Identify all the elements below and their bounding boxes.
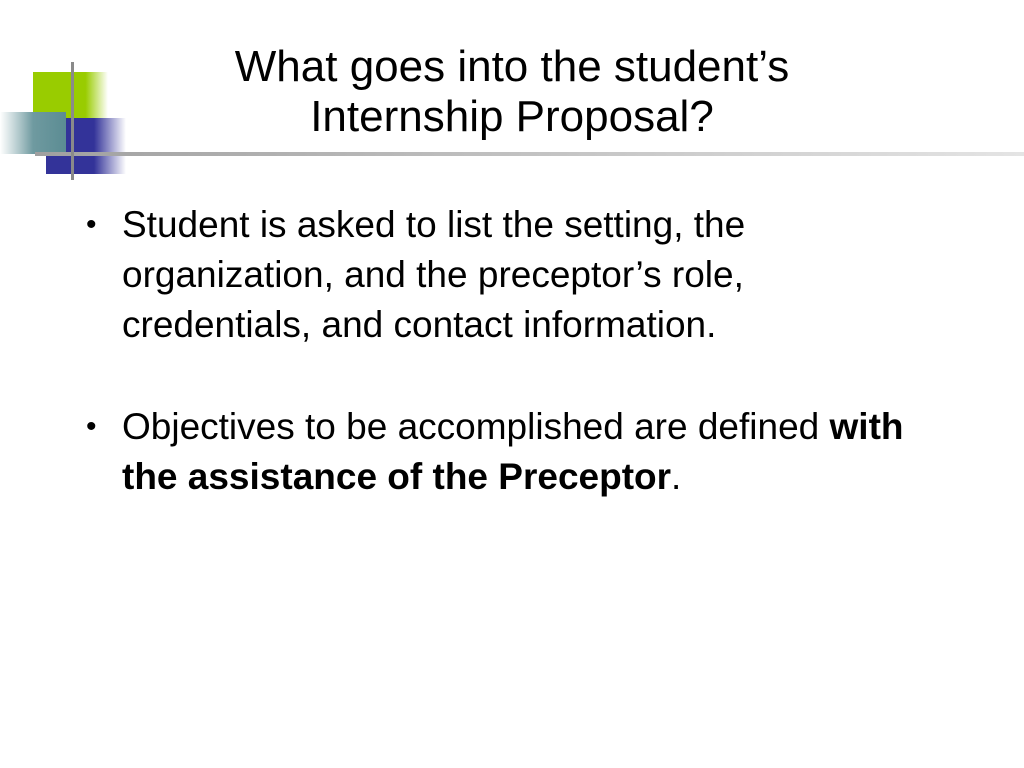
bullet-text: Student is asked to list the setting, the organization, and the preceptor’s role, credentials, and contact information. (122, 204, 746, 345)
teal-bar (0, 112, 66, 154)
slide-title-line-2: Internship Proposal? (310, 92, 714, 141)
bullet-text-end: . (671, 456, 682, 497)
vertical-rule (71, 62, 74, 180)
horizontal-rule (35, 152, 1024, 156)
bullet-list (82, 200, 942, 554)
slide-title-line-1: What goes into the student’s (234, 42, 790, 91)
slide-title (150, 42, 874, 142)
bullet-text: Objectives to be accomplished are defined (122, 406, 830, 447)
bullet-marker: • (86, 410, 97, 443)
bullet-text-bold: with the assistance of the Preceptor (122, 406, 904, 497)
bullet-item (82, 402, 942, 502)
bullet-marker: • (86, 208, 97, 241)
bullet-item (82, 200, 942, 350)
green-square (33, 72, 108, 118)
